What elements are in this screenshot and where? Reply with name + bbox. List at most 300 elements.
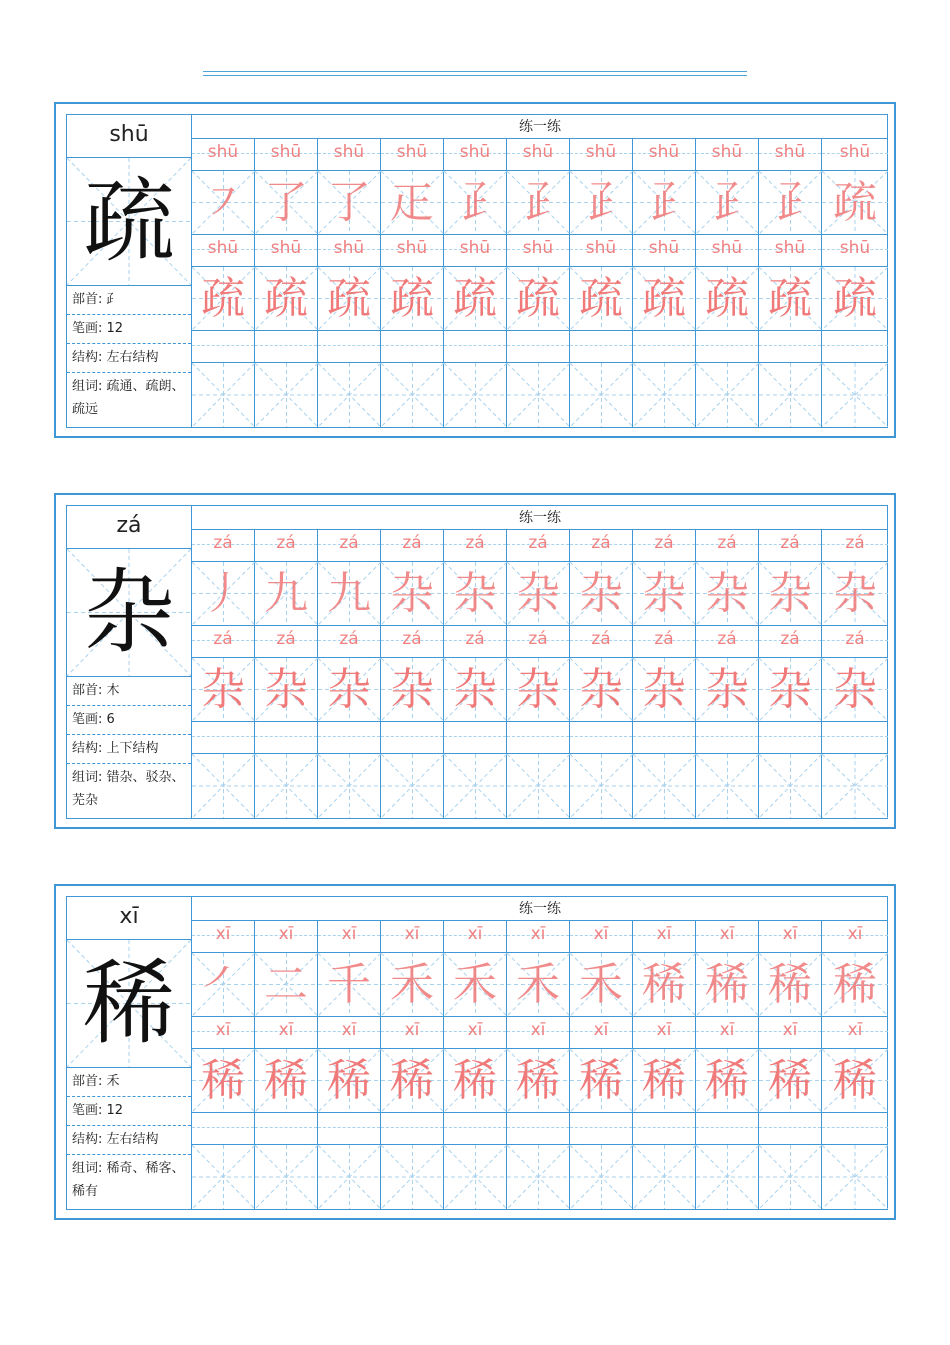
blank-pinyin-cell[interactable] bbox=[570, 722, 633, 753]
blank-pinyin-cell[interactable] bbox=[381, 722, 444, 753]
trace-cell bbox=[255, 1049, 318, 1112]
pinyin-text: xī bbox=[719, 1020, 735, 1040]
stroke-step-char: 𤴔 bbox=[705, 177, 749, 228]
trace-cell bbox=[444, 1049, 507, 1112]
pinyin-cell bbox=[507, 1017, 570, 1048]
stroke-step-char: 了 bbox=[327, 177, 371, 228]
grid-guides bbox=[255, 754, 318, 818]
blank-writing-cell[interactable] bbox=[570, 363, 633, 427]
pinyin-cell bbox=[759, 921, 822, 952]
pinyin-cell bbox=[192, 235, 255, 266]
pinyin-text: zá bbox=[780, 533, 800, 553]
stroke-count: 笔画: 6 bbox=[67, 706, 191, 735]
blank-pinyin-cell[interactable] bbox=[822, 722, 888, 753]
stroke-order-cell bbox=[381, 562, 444, 625]
blank-writing-cell[interactable] bbox=[255, 363, 318, 427]
blank-pinyin-cell[interactable] bbox=[507, 722, 570, 753]
blank-writing-cell[interactable] bbox=[633, 754, 696, 818]
pinyin-text: shū bbox=[459, 238, 491, 258]
blank-pinyin-cell[interactable] bbox=[444, 722, 507, 753]
stroke-order-cell bbox=[696, 953, 759, 1016]
pinyin-cell bbox=[822, 530, 888, 561]
trace-cell bbox=[633, 267, 696, 330]
grid-guides bbox=[570, 363, 633, 427]
blank-pinyin-cell[interactable] bbox=[255, 331, 318, 362]
practice-row bbox=[192, 722, 888, 754]
blank-writing-cell[interactable] bbox=[570, 1145, 633, 1209]
trace-cell bbox=[633, 658, 696, 721]
model-character: 杂 bbox=[82, 559, 175, 666]
pinyin-text: zá bbox=[591, 533, 611, 553]
blank-writing-cell[interactable] bbox=[570, 754, 633, 818]
blank-writing-cell[interactable] bbox=[507, 754, 570, 818]
blank-pinyin-cell[interactable] bbox=[507, 1113, 570, 1144]
pinyin-text: xī bbox=[341, 1020, 357, 1040]
trace-cell bbox=[381, 658, 444, 721]
card-inner bbox=[66, 896, 888, 1210]
grid-guides bbox=[192, 754, 255, 818]
pinyin-cell bbox=[192, 530, 255, 561]
stroke-step-char: 杂 bbox=[579, 568, 623, 619]
grid-guides bbox=[255, 1145, 318, 1209]
pinyin-cell bbox=[381, 530, 444, 561]
grid-guides bbox=[759, 1145, 822, 1209]
pinyin-text: shū bbox=[711, 142, 743, 162]
blank-writing-cell[interactable] bbox=[633, 1145, 696, 1209]
blank-writing-cell[interactable] bbox=[192, 363, 255, 427]
trace-char: 杂 bbox=[453, 664, 497, 715]
grid-guides bbox=[570, 754, 633, 818]
pinyin-cell bbox=[507, 921, 570, 952]
pinyin-text: xī bbox=[719, 924, 735, 944]
stroke-order-cell bbox=[255, 562, 318, 625]
stroke-order-cell bbox=[381, 171, 444, 234]
pinyin-text: xī bbox=[656, 924, 672, 944]
trace-char: 疏 bbox=[642, 273, 686, 324]
trace-char: 杂 bbox=[642, 664, 686, 715]
trace-cell bbox=[192, 658, 255, 721]
blank-pinyin-cell[interactable] bbox=[318, 722, 381, 753]
stroke-order-cell bbox=[507, 562, 570, 625]
trace-cell bbox=[192, 1049, 255, 1112]
grid-guides bbox=[822, 363, 888, 427]
pinyin-text: shū bbox=[207, 142, 239, 162]
practice-row bbox=[192, 754, 888, 818]
pinyin-cell bbox=[633, 921, 696, 952]
blank-pinyin-cell[interactable] bbox=[444, 1113, 507, 1144]
pinyin-text: zá bbox=[276, 533, 296, 553]
blank-pinyin-cell[interactable] bbox=[444, 331, 507, 362]
blank-pinyin-cell[interactable] bbox=[570, 331, 633, 362]
pinyin-text: xī bbox=[215, 924, 231, 944]
pinyin-text: zá bbox=[845, 533, 865, 553]
trace-char: 杂 bbox=[516, 664, 560, 715]
trace-cell bbox=[444, 658, 507, 721]
pinyin-text: xī bbox=[467, 924, 483, 944]
pinyin-cell bbox=[255, 921, 318, 952]
pinyin-cell bbox=[822, 139, 888, 170]
blank-pinyin-cell[interactable] bbox=[696, 1113, 759, 1144]
pinyin-text: zá bbox=[339, 629, 359, 649]
stroke-order-cell bbox=[696, 171, 759, 234]
stroke-order-cell bbox=[507, 171, 570, 234]
practice-row bbox=[192, 171, 888, 235]
pinyin-cell bbox=[570, 139, 633, 170]
grid-guides bbox=[822, 1145, 888, 1209]
pinyin-cell bbox=[633, 139, 696, 170]
stroke-step-char: 禾 bbox=[390, 959, 434, 1010]
trace-char: 疏 bbox=[705, 273, 749, 324]
practice-area bbox=[192, 897, 888, 1209]
pinyin-text: xī bbox=[404, 1020, 420, 1040]
pinyin-text: zá bbox=[276, 629, 296, 649]
grid-guides bbox=[381, 754, 444, 818]
pinyin-text: shū bbox=[774, 238, 806, 258]
pinyin-text: xī bbox=[530, 924, 546, 944]
pinyin-text: shū bbox=[839, 238, 871, 258]
blank-pinyin-cell[interactable] bbox=[822, 1113, 888, 1144]
structure-info: 结构: 左右结构 bbox=[67, 1126, 191, 1155]
pinyin-cell bbox=[507, 626, 570, 657]
trace-cell bbox=[696, 267, 759, 330]
model-character: 稀 bbox=[82, 950, 175, 1057]
stroke-count: 笔画: 12 bbox=[67, 1097, 191, 1126]
blank-writing-cell[interactable] bbox=[381, 1145, 444, 1209]
pinyin-text: shū bbox=[774, 142, 806, 162]
blank-writing-cell[interactable] bbox=[192, 1145, 255, 1209]
pinyin-text: xī bbox=[847, 1020, 863, 1040]
radical-info: 部首: 禾 bbox=[67, 1068, 191, 1097]
stroke-step-char: 禾 bbox=[453, 959, 497, 1010]
blank-pinyin-cell[interactable] bbox=[633, 1113, 696, 1144]
trace-char: 稀 bbox=[453, 1055, 497, 1106]
pinyin-text: xī bbox=[467, 1020, 483, 1040]
blank-pinyin-cell[interactable] bbox=[381, 331, 444, 362]
pinyin-text: xī bbox=[847, 924, 863, 944]
blank-writing-cell[interactable] bbox=[381, 754, 444, 818]
pinyin-text: zá bbox=[528, 629, 548, 649]
stroke-step-char: 了 bbox=[264, 177, 308, 228]
pinyin-cell bbox=[381, 139, 444, 170]
pinyin-cell bbox=[444, 139, 507, 170]
pinyin-text: zá bbox=[465, 629, 485, 649]
blank-writing-cell[interactable] bbox=[444, 363, 507, 427]
trace-char: 稀 bbox=[201, 1055, 245, 1106]
pinyin-text: zá bbox=[717, 629, 737, 649]
trace-cell bbox=[633, 1049, 696, 1112]
stroke-step-char: 禾 bbox=[516, 959, 560, 1010]
pinyin-cell bbox=[759, 626, 822, 657]
stroke-step-char: 杂 bbox=[705, 568, 749, 619]
pinyin-cell bbox=[444, 626, 507, 657]
practice-area bbox=[192, 115, 888, 427]
structure-info: 结构: 上下结构 bbox=[67, 735, 191, 764]
blank-writing-cell[interactable] bbox=[696, 754, 759, 818]
pinyin-cell bbox=[570, 1017, 633, 1048]
pinyin-text: xī bbox=[278, 1020, 294, 1040]
pinyin-cell bbox=[570, 530, 633, 561]
stroke-order-cell bbox=[633, 953, 696, 1016]
pinyin-text: zá bbox=[591, 629, 611, 649]
pinyin-text: shū bbox=[711, 238, 743, 258]
pinyin-cell bbox=[570, 921, 633, 952]
blank-pinyin-cell[interactable] bbox=[318, 1113, 381, 1144]
trace-cell bbox=[696, 1049, 759, 1112]
pinyin-text: xī bbox=[341, 924, 357, 944]
trace-cell bbox=[255, 658, 318, 721]
pinyin-cell bbox=[822, 235, 888, 266]
blank-writing-cell[interactable] bbox=[318, 754, 381, 818]
blank-pinyin-cell[interactable] bbox=[192, 722, 255, 753]
pinyin-cell bbox=[444, 1017, 507, 1048]
pinyin-text: xī bbox=[782, 924, 798, 944]
pinyin-cell bbox=[696, 530, 759, 561]
practice-row bbox=[192, 658, 888, 722]
pinyin-text: shū bbox=[333, 238, 365, 258]
grid-guides bbox=[318, 363, 381, 427]
blank-pinyin-cell[interactable] bbox=[570, 1113, 633, 1144]
trace-char: 杂 bbox=[201, 664, 245, 715]
pinyin-text: shū bbox=[459, 142, 491, 162]
blank-pinyin-cell[interactable] bbox=[633, 331, 696, 362]
blank-pinyin-cell[interactable] bbox=[696, 722, 759, 753]
stroke-step-char: 杂 bbox=[390, 568, 434, 619]
pinyin-cell bbox=[633, 1017, 696, 1048]
trace-char: 疏 bbox=[264, 273, 308, 324]
pinyin-text: zá bbox=[654, 629, 674, 649]
model-character: 疏 bbox=[82, 168, 175, 275]
blank-writing-cell[interactable] bbox=[822, 1145, 888, 1209]
blank-pinyin-cell[interactable] bbox=[192, 331, 255, 362]
trace-char: 杂 bbox=[833, 664, 877, 715]
model-character-box bbox=[67, 158, 191, 286]
trace-char: 杂 bbox=[390, 664, 434, 715]
blank-pinyin-cell[interactable] bbox=[507, 331, 570, 362]
grid-guides bbox=[444, 363, 507, 427]
blank-pinyin-cell[interactable] bbox=[192, 1113, 255, 1144]
stroke-step-char: 𤴔 bbox=[768, 177, 812, 228]
blank-writing-cell[interactable] bbox=[759, 754, 822, 818]
blank-writing-cell[interactable] bbox=[759, 363, 822, 427]
stroke-order-cell bbox=[318, 953, 381, 1016]
practice-row bbox=[192, 363, 888, 427]
practice-row bbox=[192, 267, 888, 331]
grid-guides bbox=[192, 363, 255, 427]
blank-pinyin-cell[interactable] bbox=[255, 1113, 318, 1144]
pinyin-text: shū bbox=[585, 238, 617, 258]
trace-cell bbox=[507, 1049, 570, 1112]
blank-writing-cell[interactable] bbox=[381, 363, 444, 427]
trace-cell bbox=[507, 658, 570, 721]
practice-title: 练一练 bbox=[192, 897, 888, 921]
blank-writing-cell[interactable] bbox=[759, 1145, 822, 1209]
grid-guides bbox=[507, 363, 570, 427]
pinyin-cell bbox=[318, 235, 381, 266]
stroke-step-char: ㇇ bbox=[201, 177, 245, 228]
blank-writing-cell[interactable] bbox=[633, 363, 696, 427]
word-examples: 组词: 错杂、驳杂、芜杂 bbox=[72, 770, 185, 808]
blank-pinyin-cell[interactable] bbox=[759, 722, 822, 753]
practice-row bbox=[192, 1017, 888, 1049]
stroke-order-cell bbox=[759, 171, 822, 234]
blank-pinyin-cell[interactable] bbox=[759, 331, 822, 362]
stroke-order-cell bbox=[444, 171, 507, 234]
blank-writing-cell[interactable] bbox=[318, 1145, 381, 1209]
pinyin-cell bbox=[507, 530, 570, 561]
grid-guides bbox=[570, 1145, 633, 1209]
trace-char: 稀 bbox=[516, 1055, 560, 1106]
pinyin-text: shū bbox=[396, 238, 428, 258]
card-inner bbox=[66, 114, 888, 428]
stroke-step-char: 𤴔 bbox=[642, 177, 686, 228]
pinyin-cell bbox=[318, 921, 381, 952]
info-panel bbox=[67, 897, 192, 1209]
trace-char: 疏 bbox=[201, 273, 245, 324]
blank-writing-cell[interactable] bbox=[507, 1145, 570, 1209]
stroke-order-cell bbox=[444, 562, 507, 625]
stroke-step-char: 杂 bbox=[833, 568, 877, 619]
stroke-step-char: 稀 bbox=[705, 959, 749, 1010]
trace-cell bbox=[822, 1049, 888, 1112]
header-rule bbox=[203, 71, 747, 76]
pinyin-cell bbox=[633, 235, 696, 266]
blank-writing-cell[interactable] bbox=[255, 754, 318, 818]
pinyin-cell bbox=[444, 530, 507, 561]
grid-guides bbox=[255, 363, 318, 427]
pinyin-text: shū bbox=[270, 238, 302, 258]
trace-char: 杂 bbox=[768, 664, 812, 715]
trace-char: 稀 bbox=[390, 1055, 434, 1106]
pinyin-cell bbox=[507, 139, 570, 170]
trace-char: 杂 bbox=[327, 664, 371, 715]
blank-writing-cell[interactable] bbox=[822, 363, 888, 427]
pinyin-cell bbox=[318, 626, 381, 657]
pinyin-text: zá bbox=[213, 629, 233, 649]
trace-char: 疏 bbox=[579, 273, 623, 324]
blank-pinyin-cell[interactable] bbox=[822, 331, 888, 362]
pinyin-cell bbox=[822, 1017, 888, 1048]
trace-char: 稀 bbox=[579, 1055, 623, 1106]
blank-writing-cell[interactable] bbox=[822, 754, 888, 818]
practice-row bbox=[192, 626, 888, 658]
trace-char: 疏 bbox=[833, 273, 877, 324]
practice-row bbox=[192, 139, 888, 171]
practice-title: 练一练 bbox=[192, 506, 888, 530]
blank-writing-cell[interactable] bbox=[444, 1145, 507, 1209]
stroke-step-char: 𤴓 bbox=[390, 177, 434, 228]
blank-writing-cell[interactable] bbox=[696, 1145, 759, 1209]
stroke-order-cell bbox=[255, 953, 318, 1016]
character-card bbox=[54, 102, 896, 438]
stroke-step-char: 杂 bbox=[768, 568, 812, 619]
pinyin-label: shū bbox=[67, 115, 191, 158]
pinyin-cell bbox=[381, 921, 444, 952]
grid-guides bbox=[633, 1145, 696, 1209]
grid-guides bbox=[633, 363, 696, 427]
stroke-order-cell bbox=[822, 953, 888, 1016]
practice-row bbox=[192, 1113, 888, 1145]
practice-area bbox=[192, 506, 888, 818]
stroke-step-char: 丿 bbox=[201, 568, 245, 619]
stroke-step-char: 𤴔 bbox=[453, 177, 497, 228]
trace-char: 稀 bbox=[327, 1055, 371, 1106]
grid-guides bbox=[633, 754, 696, 818]
grid-guides bbox=[822, 754, 888, 818]
trace-char: 疏 bbox=[327, 273, 371, 324]
pinyin-cell bbox=[318, 139, 381, 170]
character-card bbox=[54, 493, 896, 829]
stroke-order-cell bbox=[633, 171, 696, 234]
practice-row bbox=[192, 235, 888, 267]
pinyin-cell bbox=[696, 921, 759, 952]
stroke-order-cell bbox=[192, 171, 255, 234]
pinyin-cell bbox=[192, 921, 255, 952]
stroke-order-cell bbox=[255, 171, 318, 234]
blank-writing-cell[interactable] bbox=[255, 1145, 318, 1209]
grid-guides bbox=[696, 1145, 759, 1209]
info-panel bbox=[67, 506, 192, 818]
grid-guides bbox=[507, 754, 570, 818]
pinyin-cell bbox=[255, 1017, 318, 1048]
pinyin-text: xī bbox=[404, 924, 420, 944]
blank-writing-cell[interactable] bbox=[696, 363, 759, 427]
pinyin-text: zá bbox=[780, 629, 800, 649]
pinyin-text: zá bbox=[402, 533, 422, 553]
stroke-step-char: 九 bbox=[327, 568, 371, 619]
pinyin-text: zá bbox=[213, 533, 233, 553]
blank-writing-cell[interactable] bbox=[444, 754, 507, 818]
pinyin-text: zá bbox=[339, 533, 359, 553]
blank-pinyin-cell[interactable] bbox=[318, 331, 381, 362]
blank-pinyin-cell[interactable] bbox=[759, 1113, 822, 1144]
trace-char: 杂 bbox=[705, 664, 749, 715]
word-examples: 组词: 疏通、疏朗、疏远 bbox=[72, 379, 185, 417]
trace-char: 稀 bbox=[705, 1055, 749, 1106]
blank-writing-cell[interactable] bbox=[507, 363, 570, 427]
trace-cell bbox=[570, 658, 633, 721]
pinyin-cell bbox=[381, 1017, 444, 1048]
model-character-box bbox=[67, 549, 191, 677]
stroke-order-cell bbox=[318, 171, 381, 234]
blank-writing-cell[interactable] bbox=[192, 754, 255, 818]
pinyin-cell bbox=[822, 626, 888, 657]
stroke-step-char: 稀 bbox=[833, 959, 877, 1010]
grid-guides bbox=[381, 1145, 444, 1209]
pinyin-text: shū bbox=[396, 142, 428, 162]
blank-pinyin-cell[interactable] bbox=[696, 331, 759, 362]
trace-char: 稀 bbox=[642, 1055, 686, 1106]
grid-guides bbox=[444, 754, 507, 818]
stroke-order-cell bbox=[759, 953, 822, 1016]
blank-pinyin-cell[interactable] bbox=[633, 722, 696, 753]
blank-pinyin-cell[interactable] bbox=[255, 722, 318, 753]
grid-guides bbox=[696, 363, 759, 427]
practice-row bbox=[192, 953, 888, 1017]
grid-guides bbox=[318, 754, 381, 818]
pinyin-text: xī bbox=[656, 1020, 672, 1040]
pinyin-text: xī bbox=[215, 1020, 231, 1040]
pinyin-cell bbox=[696, 139, 759, 170]
grid-guides bbox=[444, 1145, 507, 1209]
pinyin-text: zá bbox=[465, 533, 485, 553]
blank-pinyin-cell[interactable] bbox=[381, 1113, 444, 1144]
trace-char: 稀 bbox=[833, 1055, 877, 1106]
pinyin-cell bbox=[570, 626, 633, 657]
blank-writing-cell[interactable] bbox=[318, 363, 381, 427]
character-card bbox=[54, 884, 896, 1220]
pinyin-cell bbox=[381, 235, 444, 266]
pinyin-text: zá bbox=[717, 533, 737, 553]
